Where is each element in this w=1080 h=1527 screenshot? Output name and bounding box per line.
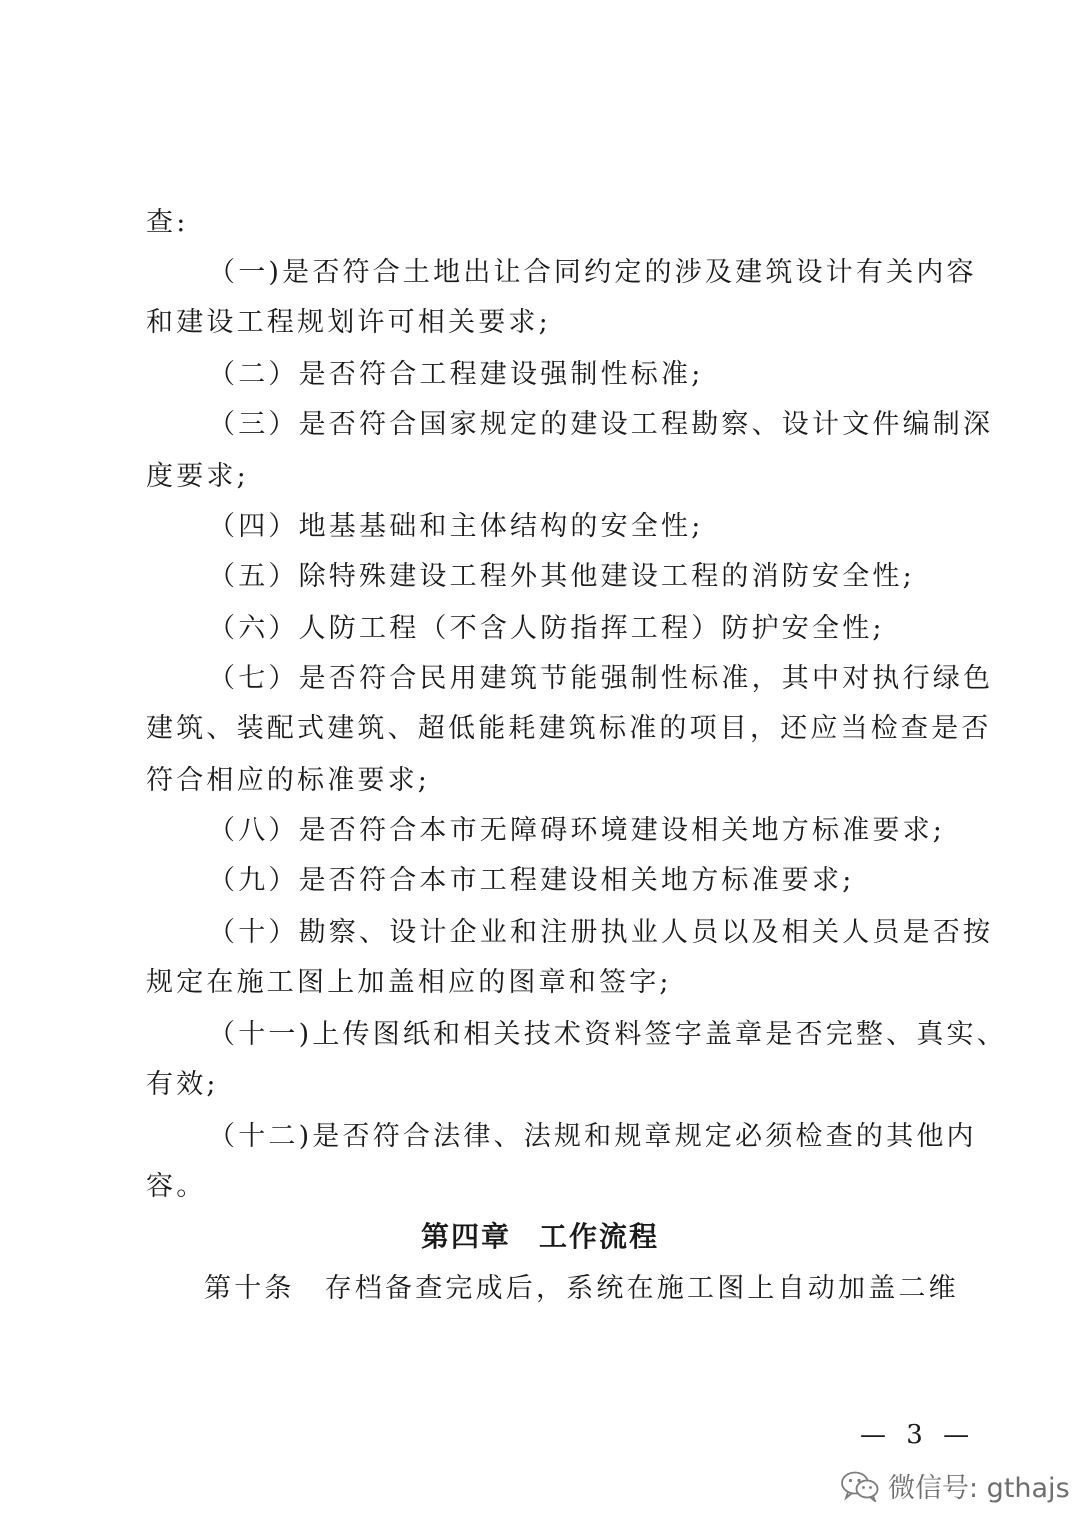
- text-line: 容。: [146, 1171, 207, 1202]
- chapter-title: 工作流程: [539, 1220, 660, 1253]
- text-line: 符合相应的标准要求;: [146, 765, 431, 796]
- watermark-text: 微信号: gthajs: [888, 1473, 1070, 1504]
- text-line: 建筑、装配式建筑、超低能耗建筑标准的项目，还应当检查是否: [146, 713, 992, 744]
- article-text: 存档备查完成后，系统在施工图上自动加盖二维: [324, 1273, 959, 1304]
- text-line: （四）地基基础和主体结构的安全性;: [208, 511, 704, 542]
- text-line: （十一)上传图纸和相关技术资料签字盖章是否完整、真实、: [208, 1019, 1007, 1050]
- chapter-number: 第四章: [420, 1220, 511, 1253]
- article-line: [204, 1272, 959, 1306]
- text-line: （三）是否符合国家规定的建设工程勘察、设计文件编制深: [208, 409, 994, 440]
- article-label: 第十条: [204, 1273, 295, 1304]
- text-line: （六）人防工程（不含人防指挥工程）防护安全性;: [208, 613, 885, 644]
- text-line: （五）除特殊建设工程外其他建设工程的消防安全性;: [208, 561, 915, 592]
- text-line: （十二)是否符合法律、法规和规章规定必须检查的其他内: [208, 1121, 977, 1152]
- text-line: （二）是否符合工程建设强制性标准;: [208, 359, 704, 390]
- text-line: 和建设工程规划许可相关要求;: [146, 307, 551, 338]
- text-line: （八）是否符合本市无障碍环境建设相关地方标准要求;: [208, 815, 946, 846]
- wechat-icon: [840, 1470, 880, 1502]
- wechat-watermark: [840, 1466, 1070, 1505]
- text-line: （七）是否符合民用建筑节能强制性标准，其中对执行绿色: [208, 663, 994, 694]
- chapter-heading: [0, 1220, 1080, 1254]
- text-line: （十）勘察、设计企业和注册执业人员以及相关人员是否按: [208, 917, 994, 948]
- page-number: — 3 —: [860, 1420, 976, 1450]
- text-line: （一)是否符合土地出让合同约定的涉及建筑设计有关内容: [208, 257, 977, 288]
- text-line: 规定在施工图上加盖相应的图章和签字;: [146, 967, 672, 998]
- text-line: （九）是否符合本市工程建设相关地方标准要求;: [208, 865, 855, 896]
- text-line: 有效;: [146, 1069, 219, 1100]
- text-line: 度要求;: [146, 461, 249, 492]
- text-line: 查:: [146, 207, 189, 238]
